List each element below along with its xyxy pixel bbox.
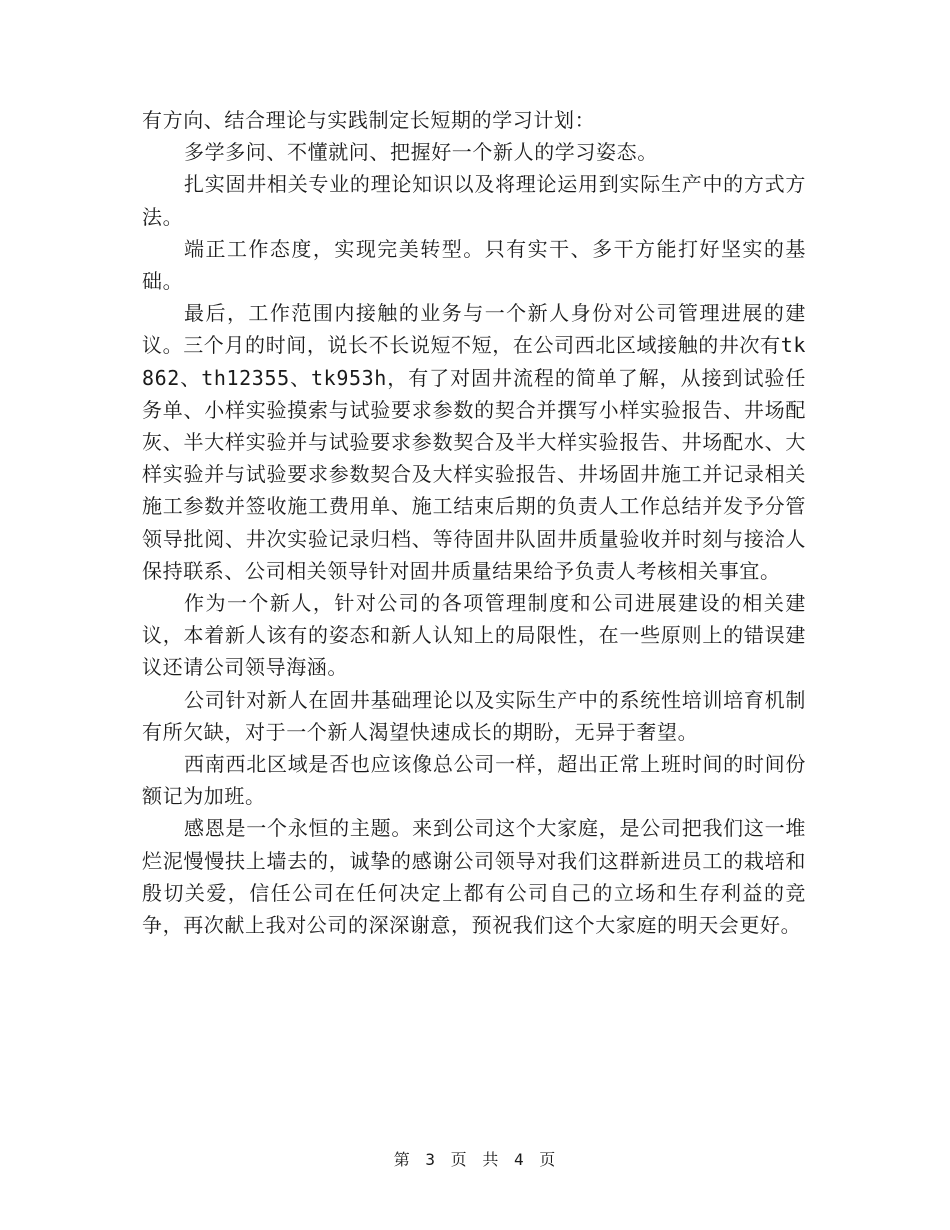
page-number-footer: 第 3 页 共 4 页 xyxy=(393,1150,557,1169)
paragraph-5: 最后，工作范围内接触的业务与一个新人身份对公司管理进展的建议。三个月的时间，说长不长说短不短，在公司西北区域接触的井次有tk862、th12355、tk953h，有了对固井流程的简单了解，从接到试验任务单、小样实验摸索与试验要求参数的契合并撰写小样实验报告、井场配灰、半大样实验并与试验要求参数契合及半大样实验报告、井场配水、大样实验并与试验要求参数契合及大样实验报告、井场固井施工并记录相关施工参数并签收施工费用单、施工结束后期的负责人工作总结并发予分管领导批阅、井次实验记录归档、等待固井队固井质量验收并时刻与接洽人保持联系、公司相关领导针对固井质量结果给予负责人考核相关事宜。 xyxy=(142,301,806,583)
paragraph-9: 感恩是一个永恒的主题。来到公司这个大家庭，是公司把我们这一堆烂泥慢慢扶上墙去的，诚挚的感谢公司领导对我们这群新进员工的栽培和殷切关爱，信任公司在任何决定上都有公司自己的立场和生存利益的竞争，再次献上我对公司的深深谢意，预祝我们这个大家庭的明天会更好。 xyxy=(142,816,806,938)
paragraph-4: 端正工作态度，实现完美转型。只有实干、多干方能打好坚实的基础。 xyxy=(142,236,806,294)
paragraph-6: 作为一个新人，针对公司的各项管理制度和公司进展建设的相关建议，本着新人该有的姿态和新人认知上的局限性，在一些原则上的错误建议还请公司领导海涵。 xyxy=(142,591,806,680)
paragraph-2: 多学多问、不懂就问、把握好一个新人的学习姿态。 xyxy=(184,140,658,165)
document-body xyxy=(142,104,806,941)
paragraph-8: 西南西北区域是否也应该像总公司一样，超出正常上班时间的时间份额记为加班。 xyxy=(142,752,806,809)
paragraph-3: 扎实固井相关专业的理论知识以及将理论运用到实际生产中的方式方法。 xyxy=(142,172,806,229)
paragraph-1: 有方向、结合理论与实践制定长短期的学习计划： xyxy=(142,108,596,132)
paragraph-7: 公司针对新人在固井基础理论以及实际生产中的系统性培训培育机制有所欠缺，对于一个新人渴望快速成长的期盼，无异于奢望。 xyxy=(142,687,806,744)
